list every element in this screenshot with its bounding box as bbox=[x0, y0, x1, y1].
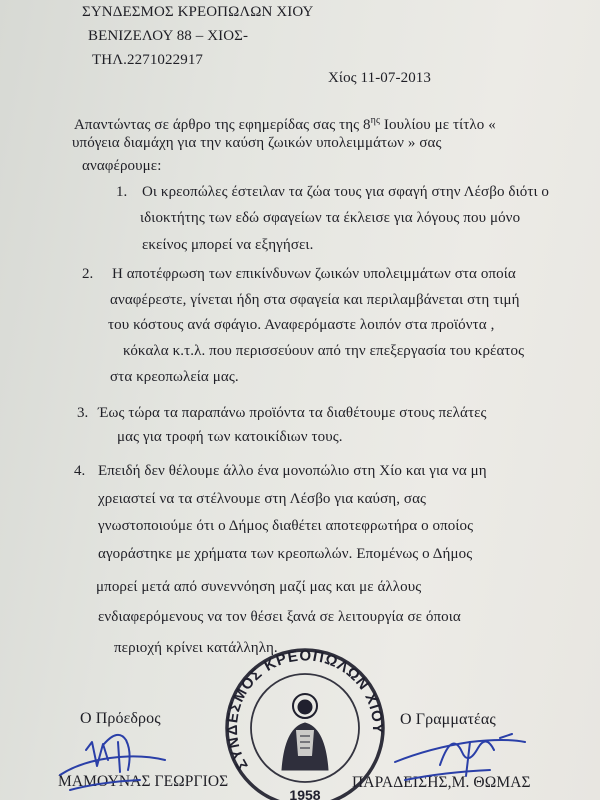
item-1-line-1: Οι κρεοπώλες έστειλαν τα ζώα τους για σφαγή στην Λέσβο διότι ο bbox=[142, 184, 550, 200]
item-3-line-2: μας για τροφή των κατοικίδιων τους. bbox=[117, 429, 343, 445]
item-4-line-5: μπορεί μετά από συνεννόηση μαζί μας και με άλλους bbox=[96, 579, 422, 595]
secretary-signature bbox=[395, 734, 525, 780]
item-1-line-3: εκείνος μπορεί να εξηγήσει. bbox=[142, 237, 314, 253]
item-4-line-2: χρειαστεί να τα στέλνουμε στη Λέσβο για καύση, σας bbox=[98, 491, 427, 507]
item-2-line-3: του κόστους ανά σφάγιο. Αναφερόμαστε λοιπόν στα προϊόντα , bbox=[108, 317, 495, 333]
item-3-line-1: Έως τώρα τα παραπάνω προϊόντα τα διαθέτουμε στους πελάτες bbox=[98, 405, 487, 421]
president-title: Ο Πρόεδρος bbox=[80, 710, 161, 727]
secretary-title: Ο Γραμματέας bbox=[400, 711, 496, 728]
org-name: ΣΥΝΔΕΣΜΟΣ ΚΡΕΟΠΩΛΩΝ ΧΙΟΥ bbox=[82, 4, 314, 20]
item-4-line-7: περιοχή κρίνει κατάλληλη. bbox=[114, 640, 278, 656]
item-3-number: 3. bbox=[77, 405, 89, 421]
intro-line-1: Απαντώντας σε άρθρο της εφημερίδας σας της $8^{\eta\varsigma}$ Ιουλίου με τίτλο « bbox=[74, 115, 496, 133]
item-4-number: 4. bbox=[74, 463, 86, 479]
org-phone: ΤΗΛ.2271022917 bbox=[92, 52, 204, 68]
item-2-number: 2. bbox=[82, 266, 94, 282]
item-2-line-4: κόκαλα κ.τ.λ. που περισσεύουν από την επεξεργασία του κρέατος bbox=[123, 343, 525, 359]
item-2-line-2: αναφέρεστε, γίνεται ήδη στα σφαγεία και περιλαμβάνεται στη τιμή bbox=[110, 292, 520, 308]
item-1-line-2: ιδιοκτήτης των εδώ σφαγείων τα έκλεισε για λόγους που μόνο bbox=[140, 210, 521, 226]
item-4-line-6: ενδιαφερόμενους να τον θέσει ξανά σε λειτουργία σε όποια bbox=[98, 609, 461, 625]
secretary-name: ΠΑΡΑΔΕΙΣΗΣ,Μ. ΘΩΜΑΣ bbox=[352, 774, 531, 791]
stamp-text: ΣΥΝΔΕΣΜΟΣ ΚΡΕΟΠΩΛΩΝ ΧΙΟΥ bbox=[223, 647, 387, 773]
item-4-line-1: Επειδή δεν θέλουμε άλλο ένα μονοπώλιο στη Χίο και για να μη bbox=[98, 463, 487, 479]
intro-line-2: υπόγεια διαμάχη για την καύση ζωικών υπολειμμάτων » σας bbox=[72, 135, 442, 151]
intro-line-3: αναφέρουμε: bbox=[82, 158, 162, 174]
president-name: ΜΑΜΟΥΝΑΣ ΓΕΩΡΓΙΟΣ bbox=[58, 773, 229, 790]
stamp-year: 1958 bbox=[289, 787, 321, 800]
item-2-line-5: στα κρεοπωλεία μας. bbox=[110, 369, 239, 385]
item-1-number: 1. bbox=[116, 184, 128, 200]
item-2-line-1: Η αποτέφρωση των επικίνδυνων ζωικών υπολειμμάτων στα οποία bbox=[112, 266, 516, 282]
president-signature bbox=[60, 735, 165, 790]
letter-date: Χίος 11-07-2013 bbox=[328, 70, 431, 86]
item-4-line-4: αγοράστηκε με χρήματα των κρεοπωλών. Επομένως ο Δήμος bbox=[98, 546, 473, 562]
item-4-line-3: γνωστοποιούμε ότι ο Δήμος διαθέτει αποτεφρωτήρα ο οποίος bbox=[98, 518, 474, 534]
org-address: ΒΕΝΙΖΕΛΟΥ 88 – ΧΙΟΣ- bbox=[88, 28, 249, 44]
